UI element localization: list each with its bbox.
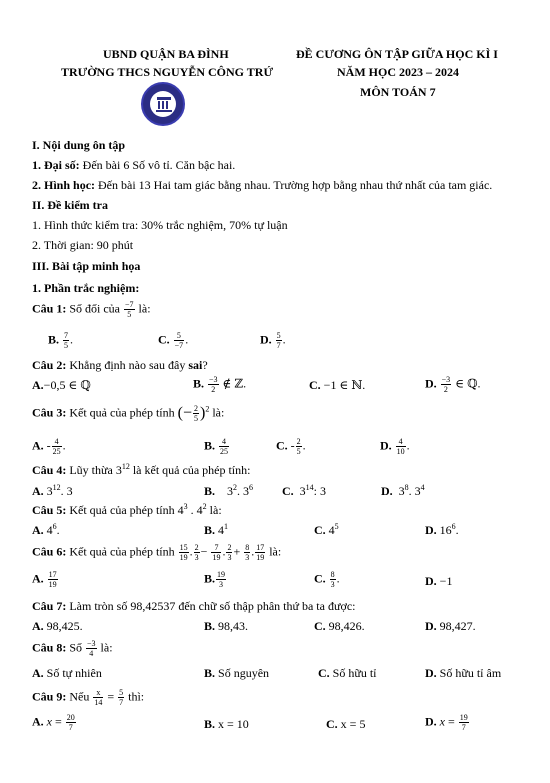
question-4: Câu 4: Lũy thừa $3^{12}$ là kết quả của phép tính: — [32, 462, 251, 477]
algebra-line — [32, 158, 235, 173]
q5-option-b: B. $4^1$ — [204, 522, 229, 537]
q8-option-a: A. Số tự nhiên — [32, 666, 102, 680]
q2-option-b: B. $\frac{-3}{2}$ ∉ ℤ. — [193, 375, 247, 394]
q8-option-b: B. Số nguyên — [204, 666, 270, 680]
exam-format: 1. Hình thức kiểm tra: 30% trắc nghiệm, 70% tự luận — [32, 218, 288, 232]
q3-option-b: B. $\frac{4}{25}$ — [204, 437, 229, 456]
q7-option-c: C. 98,426. — [314, 619, 365, 633]
q5-option-c: C. $4^5$ — [314, 522, 339, 537]
q6-option-b: B. $\frac{19}{3}$ — [204, 570, 226, 589]
q5-option-d: D. $16^6$. — [425, 522, 459, 537]
multiple-choice-title: 1. Phần trắc nghiệm: — [32, 281, 140, 295]
q1-text: Số đối của — [66, 301, 121, 316]
q4-option-c: C. $3^{14}$: 3 — [282, 483, 327, 498]
geometry-text: Đến bài 13 Hai tam giác bằng nhau. Trường hợp bằng nhau thứ nhất của tam giác. — [95, 178, 493, 192]
q4-option-b: B. $3^2$. $3^6$ — [204, 483, 254, 498]
q9-option-b: B. x = 10 — [204, 717, 249, 731]
q1-fraction: $\frac{-7}{5}$ — [125, 300, 134, 319]
q3-option-c: C. - $\frac{2}{5}$ . — [276, 437, 306, 456]
school-year: NĂM HỌC 2023 – 2024 — [337, 65, 459, 79]
q6-option-a: A. $\frac{17}{19}$ — [32, 570, 57, 589]
section-2-title: II. Đề kiểm tra — [32, 198, 108, 212]
geometry-line — [32, 178, 492, 193]
q9-option-d: D. x = $\frac{19}{7}$ — [425, 713, 468, 732]
q8-option-c: C. Số hữu tỉ — [318, 666, 377, 680]
q1-option-c: C. $\frac{5}{-7}$ . — [158, 331, 189, 350]
algebra-text: Đến bài 6 Số vô tỉ. Căn bậc hai. — [79, 158, 236, 172]
q1-tail: là: — [138, 301, 151, 316]
q3-option-a: A. - $\frac{4}{25}$ . — [32, 437, 66, 456]
question-8: Câu 8: Số $\frac{-3}{4}$ là: — [32, 639, 113, 658]
school-name: TRƯỜNG THCS NGUYỄN CÔNG TRỨ — [61, 65, 274, 79]
q4-option-d: D. $3^8$. $3^4$ — [381, 483, 425, 498]
district-name: UBND QUẬN BA ĐÌNH — [103, 47, 229, 61]
question-1 — [32, 300, 151, 319]
q2-option-c: C. −1 ∈ ℕ. — [309, 378, 366, 392]
question-9: Câu 9: Nếu $\frac{x}{14}$ = $\frac{5}{7}$ thì: — [32, 688, 145, 707]
q6-option-d: D. −1 — [425, 574, 453, 588]
geometry-label: 2. Hình học: — [32, 178, 96, 192]
q5-option-a: A. $4^6$. — [32, 522, 60, 537]
q7-option-b: B. 98,43. — [204, 619, 249, 633]
q7-option-a: A. 98,425. — [32, 619, 83, 633]
q1-option-b: B. $\frac{7}{5}$ . — [48, 331, 74, 350]
section-3-title: III. Bài tập minh họa — [32, 259, 141, 273]
q3-option-d: D. $\frac{4}{10}$ . — [380, 437, 410, 456]
school-logo — [141, 82, 185, 126]
q9-option-c: C. x = 5 — [326, 717, 366, 731]
algebra-label: 1. Đại số: — [32, 158, 80, 172]
q6-option-c: C. $\frac{8}{3}$ . — [314, 570, 340, 589]
q8-option-d: D. Số hữu tỉ âm — [425, 666, 502, 680]
exam-duration: 2. Thời gian: 90 phút — [32, 238, 134, 252]
q4-option-a: A. $3^{12}$. 3 — [32, 483, 73, 498]
q2-option-d: D. $\frac{-3}{2}$ ∈ ℚ. — [425, 375, 481, 394]
question-5: Câu 5: Kết quả của phép tính $4^3$ . $4^2$ là: — [32, 502, 222, 517]
q2-option-a: A.−0,5 ∈ ℚ — [32, 378, 91, 392]
subject-title: MÔN TOÁN 7 — [360, 85, 436, 99]
question-7: Câu 7: Làm tròn số 98,42537 đến chữ số thập phân thứ ba ta được: — [32, 599, 356, 613]
school-building-icon — [143, 84, 187, 128]
q7-option-d: D. 98,427. — [425, 619, 476, 633]
q9-option-a: A. x = $\frac{20}{7}$ — [32, 713, 75, 732]
q1-option-d: D. $\frac{5}{7}$ . — [260, 331, 286, 350]
section-1-title: I. Nội dung ôn tập — [32, 138, 126, 152]
document-title: ĐỀ CƯƠNG ÔN TẬP GIỮA HỌC KÌ I — [296, 47, 498, 61]
q1-label: Câu 1: — [32, 301, 67, 316]
question-3: Câu 3: Kết quả của phép tính (− $\frac{2}{5}$ )$^2$ là: — [32, 404, 225, 423]
question-2: Câu 2: Khẳng định nào sau đây sai? — [32, 358, 208, 372]
question-6: Câu 6: Kết quả của phép tính $\frac{15}{19}$ . $\frac{2}{3}$ − $\frac{7}{19}$ . $\frac{2}{3}$ + $\frac{8}{3}$ . $\frac{17}{19}$ là: — [32, 543, 282, 562]
